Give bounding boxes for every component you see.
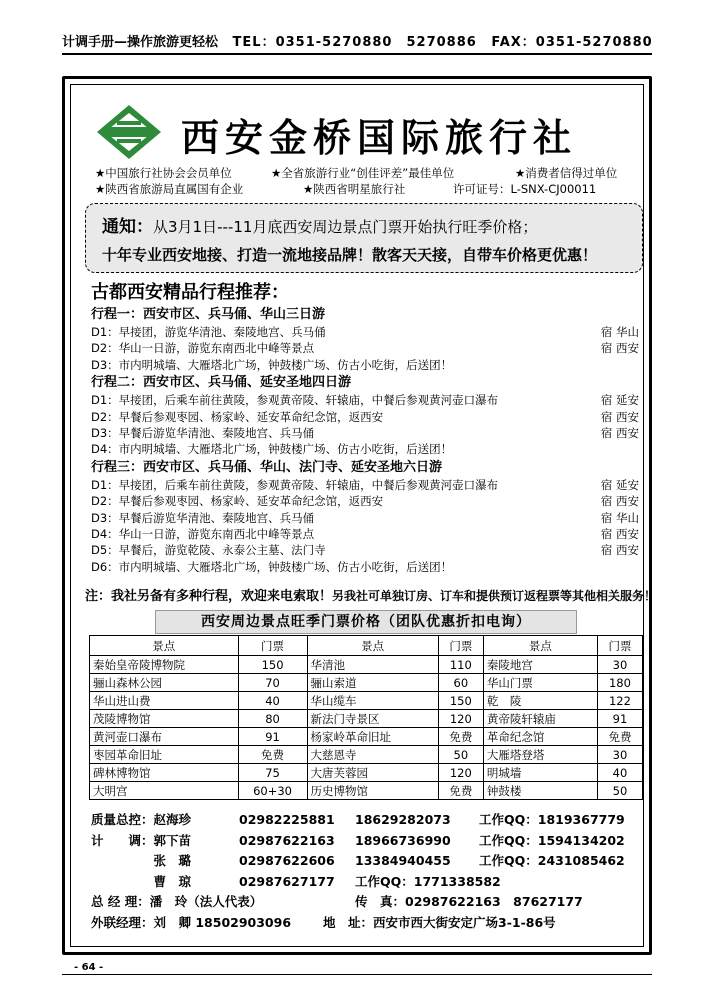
notice-text: 从3月1日---11月底西安周边景点门票开始执行旺季价格； (153, 218, 538, 236)
day-stay: 宿 华山 (600, 510, 639, 525)
table-row (90, 728, 643, 746)
membership-item: ★陕西省明星旅行社 (303, 182, 406, 196)
ticket-price: 180 (597, 674, 642, 692)
day-stay: 宿 西安 (600, 409, 639, 424)
table-row (90, 674, 643, 692)
ticket-price: 30 (597, 656, 642, 674)
ticket-price-table (89, 635, 643, 800)
contact-qq: 工作QQ：1771338582 (355, 873, 501, 889)
column-header: 门票 (597, 636, 642, 656)
itinerary-day (91, 409, 641, 425)
ticket-price: 40 (238, 692, 307, 710)
itinerary-title: 行程三：西安市区、兵马俑、华山、法门寺、延安圣地六日游 (91, 459, 443, 475)
liaison-manager: 外联经理：刘 卿 18502903096 (91, 914, 292, 930)
membership-row (95, 165, 617, 181)
header-tel: TEL：0351-5270880 5270886 (232, 35, 477, 50)
ticket-price: 免费 (238, 746, 307, 764)
attraction-name: 秦始皇帝陵博物院 (90, 656, 239, 674)
attraction-name: 华山缆车 (307, 692, 438, 710)
membership-row (95, 181, 617, 197)
column-header: 景点 (307, 636, 438, 656)
contact-list (91, 810, 641, 933)
itinerary-day (91, 340, 641, 356)
attraction-name: 明城墙 (483, 764, 597, 782)
company-logo-icon (95, 103, 163, 161)
table-row (90, 692, 643, 710)
attraction-name: 茂陵博物馆 (90, 710, 239, 728)
day-stay: 宿 西安 (600, 526, 639, 541)
manager-name: 总 经 理：潘 玲（法人代表） (91, 894, 263, 909)
notice-slogan: 十年专业西安地接、打造一流地接品牌！散客天天接，自带车价格更优惠！ (102, 246, 598, 264)
table-row (90, 710, 643, 728)
contact-row (91, 810, 641, 831)
day-stay: 宿 西安 (600, 425, 639, 440)
attraction-name: 碑林博物馆 (90, 764, 239, 782)
attraction-name: 华山进山费 (90, 692, 239, 710)
attraction-name: 革命纪念馆 (483, 728, 597, 746)
attraction-name: 黄河壶口瀑布 (90, 728, 239, 746)
ticket-price: 80 (238, 710, 307, 728)
notice-box (85, 203, 643, 273)
contact-phone: 02987622606 (239, 853, 335, 868)
attraction-name: 黄帝陵轩辕庙 (483, 710, 597, 728)
bottom-rule (62, 974, 652, 975)
attraction-name: 乾 陵 (483, 692, 597, 710)
ticket-price: 120 (438, 764, 483, 782)
company-address: 地 址：西安市西大街安定广场3-1-86号 (323, 914, 556, 930)
itinerary-day (91, 510, 641, 526)
contact-qq: 工作QQ：2431085462 (479, 853, 625, 868)
contact-phone: 02982225881 (239, 812, 335, 827)
table-row (90, 764, 643, 782)
day-stay: 宿 华山 (600, 325, 639, 339)
page-number: - 64 - (74, 962, 104, 973)
membership-item: ★全省旅游行业“创佳评差”最佳单位 (271, 166, 455, 180)
attraction-name: 华清池 (307, 656, 438, 674)
license-number: 许可证号：L-SNX-CJ00011 (453, 182, 597, 196)
membership-item: ★陕西省旅游局直属国有企业 (95, 182, 244, 196)
day-stay: 宿 延安 (600, 477, 639, 492)
day-text: D3：早餐后游览华清池、秦陵地宫、兵马俑 (91, 425, 315, 440)
more-note-rest: 另我社可单独订房、订车和提供预订返程票等其他相关服务！ (332, 589, 657, 603)
page-header (62, 33, 652, 55)
ticket-price: 40 (597, 764, 642, 782)
column-header: 门票 (438, 636, 483, 656)
contact-qq: 工作QQ：1594134202 (479, 832, 625, 848)
contact-role: 计 调：郭下苗 (91, 832, 192, 848)
ad-frame (62, 76, 657, 955)
ticket-price: 150 (438, 692, 483, 710)
attraction-name: 大唐芙蓉园 (307, 764, 438, 782)
table-row (90, 782, 643, 800)
attraction-name: 骊山索道 (307, 674, 438, 692)
day-text: D3：早餐后游览华清池、秦陵地宫、兵马俑 (91, 510, 315, 525)
day-stay: 宿 西安 (600, 341, 639, 356)
price-table-title: 西安周边景点旺季门票价格（团队优惠折扣电询） (155, 610, 577, 634)
day-text: D1：早接团，后乘车前往黄陵，参观黄帝陵、轩辕庙，中餐后参观黄河壶口瀑布 (91, 477, 499, 492)
itinerary-title: 行程二：西安市区、兵马俑、延安圣地四日游 (91, 375, 352, 391)
day-stay: 宿 西安 (600, 543, 639, 558)
day-text: D2：早餐后参观枣园、杨家岭、延安革命纪念馆，返西安 (91, 409, 384, 424)
contact-qq: 工作QQ：1819367779 (479, 812, 625, 827)
contact-mobile: 18629282073 (355, 812, 451, 827)
itinerary-day (91, 425, 641, 441)
ticket-price: 60 (438, 674, 483, 692)
ticket-price: 122 (597, 692, 642, 710)
attraction-name: 历史博物馆 (307, 782, 438, 800)
ticket-price: 120 (438, 710, 483, 728)
fax-number: 传 真：02987622163 87627177 (355, 894, 583, 909)
itinerary-day (91, 542, 641, 558)
ad-inner-border (70, 84, 657, 947)
itinerary-day (91, 477, 641, 493)
ticket-price: 110 (438, 656, 483, 674)
contact-row (91, 872, 641, 893)
day-text: D4：市内明城墙、大雁塔北广场，钟鼓楼广场、仿古小吃街，后送团！ (91, 442, 453, 457)
more-services-note (85, 585, 656, 604)
day-stay: 宿 西安 (600, 494, 639, 509)
attraction-name: 大慈恩寺 (307, 746, 438, 764)
itinerary-day (91, 357, 641, 373)
attraction-name: 杨家岭革命旧址 (307, 728, 438, 746)
itinerary-list (91, 305, 641, 575)
section-title: 古都西安精品行程推荐： (91, 282, 289, 303)
header-fax: FAX：0351-5270880 (491, 35, 653, 50)
day-stay: 宿 延安 (600, 393, 639, 408)
notice-label: 通知： (102, 217, 153, 237)
ticket-price: 70 (238, 674, 307, 692)
day-text: D2：早餐后参观枣园、杨家岭、延安革命纪念馆，返西安 (91, 494, 384, 509)
table-header-row (90, 636, 643, 656)
ticket-price: 50 (438, 746, 483, 764)
contact-row (91, 913, 641, 934)
ticket-price: 91 (238, 728, 307, 746)
ticket-price: 50 (597, 782, 642, 800)
membership-item: ★中国旅行社协会会员单位 (95, 166, 232, 180)
attraction-name: 骊山森林公园 (90, 674, 239, 692)
itinerary-day (91, 493, 641, 509)
ticket-price: 免费 (597, 728, 642, 746)
attraction-name: 大雁塔登塔 (483, 746, 597, 764)
day-text: D4：华山一日游，游览东南西北中峰等景点 (91, 526, 315, 541)
contact-mobile: 13384940455 (355, 853, 451, 868)
attraction-name: 大明宫 (90, 782, 239, 800)
membership-item: ★消费者信得过单位 (515, 166, 618, 180)
attraction-name: 秦陵地宫 (483, 656, 597, 674)
attraction-name: 钟鼓楼 (483, 782, 597, 800)
day-text: D6：市内明城墙、大雁塔北广场，钟鼓楼广场、仿古小吃街，后送团！ (91, 559, 453, 574)
itinerary-title: 行程一：西安市区、兵马俑、华山三日游 (91, 307, 326, 322)
itinerary-day (91, 324, 641, 340)
column-header: 景点 (483, 636, 597, 656)
more-note-bold: 注：我社另备有多种行程，欢迎来电索取！ (85, 589, 333, 604)
column-header: 门票 (238, 636, 307, 656)
contact-role: 质量总控：赵海珍 (91, 812, 192, 827)
day-text: D2：华山一日游，游览东南西北中峰等景点 (91, 341, 315, 356)
table-row (90, 746, 643, 764)
contact-row (91, 892, 641, 913)
contact-row (91, 851, 641, 872)
attraction-name: 华山门票 (483, 674, 597, 692)
itinerary-day (91, 526, 641, 542)
ticket-price: 150 (238, 656, 307, 674)
day-text: D1：早接团，后乘车前往黄陵，参观黄帝陵、轩辕庙，中餐后参观黄河壶口瀑布 (91, 393, 499, 408)
day-text: D5：早餐后，游览乾陵、永泰公主墓、法门寺 (91, 543, 326, 558)
contact-phone: 02987627177 (239, 873, 335, 889)
attraction-name: 枣园革命旧址 (90, 746, 239, 764)
header-slogan: 计调手册—操作旅游更轻松 (62, 35, 219, 50)
membership-list (95, 165, 617, 197)
contact-role: 张 璐 (91, 853, 192, 868)
itinerary-day (91, 441, 641, 457)
ticket-price: 免费 (438, 782, 483, 800)
notice-line (102, 212, 537, 237)
company-name: 西安金桥国际旅行社 (181, 115, 578, 160)
ticket-price: 30 (597, 746, 642, 764)
ticket-price: 免费 (438, 728, 483, 746)
ticket-price: 75 (238, 764, 307, 782)
ticket-price: 91 (597, 710, 642, 728)
contact-row (91, 831, 641, 852)
day-text: D1：早接团，游览华清池、秦陵地宫、兵马俑 (91, 325, 326, 339)
itinerary-day (91, 559, 641, 575)
table-row (90, 656, 643, 674)
ticket-price: 60+30 (238, 782, 307, 800)
day-text: D3：市内明城墙、大雁塔北广场，钟鼓楼广场、仿古小吃街，后送团！ (91, 357, 453, 372)
contact-role: 曹 琼 (91, 873, 192, 889)
column-header: 景点 (90, 636, 239, 656)
itinerary-day (91, 392, 641, 408)
contact-mobile: 18966736990 (355, 832, 451, 848)
contact-phone: 02987622163 (239, 832, 335, 848)
attraction-name: 新法门寺景区 (307, 710, 438, 728)
